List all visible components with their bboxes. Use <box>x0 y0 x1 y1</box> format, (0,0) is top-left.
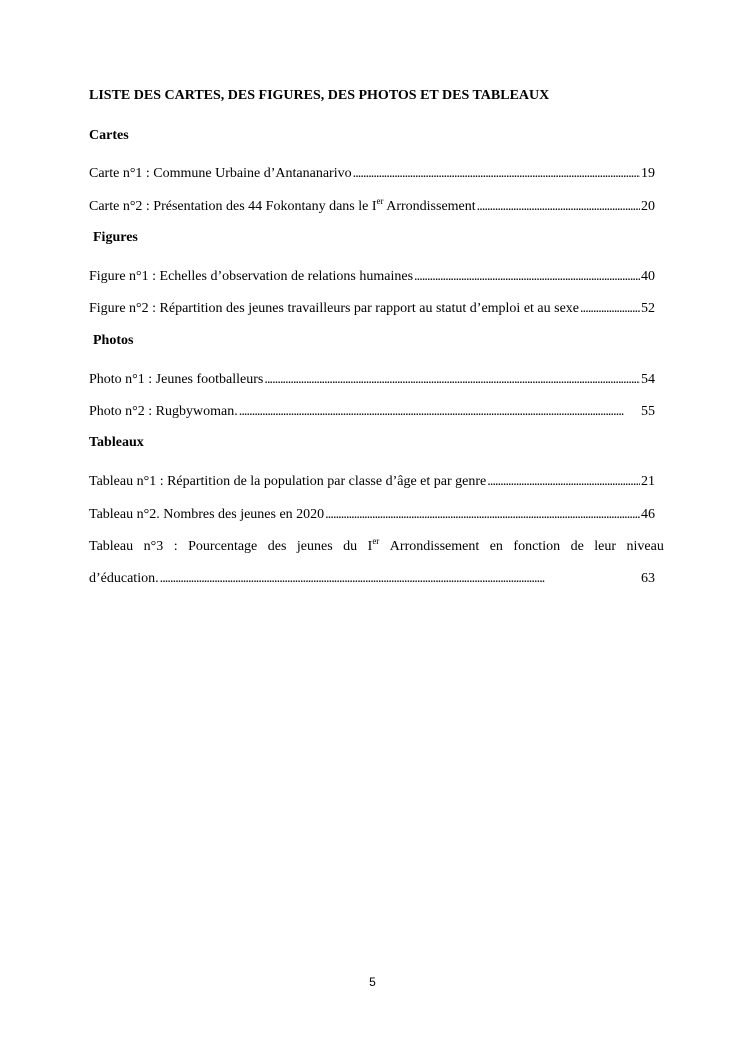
word: jeunes <box>296 539 333 554</box>
dot-leader <box>325 506 640 524</box>
section-heading-photos: Photos <box>93 333 134 348</box>
dot-leader <box>264 371 640 389</box>
superscript: er <box>376 196 384 206</box>
toc-entry-carte-1[interactable] <box>89 165 655 183</box>
toc-entry-label: Tableau n°2. Nombres des jeunes en 2020 <box>89 507 325 522</box>
dot-leader <box>160 570 640 588</box>
dot-leader <box>239 403 640 421</box>
section-heading-tableaux: Tableaux <box>89 435 144 450</box>
toc-entry-page-number: 52 <box>641 301 655 316</box>
superscript: er <box>372 536 380 546</box>
toc-entry-label: Photo n°1 : Jeunes footballeurs <box>89 372 264 387</box>
toc-entry-page-number: 46 <box>641 507 655 522</box>
toc-entry-tableau-3[interactable] <box>89 538 664 588</box>
word: en <box>489 539 503 554</box>
dot-leader <box>353 165 640 183</box>
toc-entry-page-number: 19 <box>641 166 655 181</box>
word: I <box>367 539 373 554</box>
word: du <box>343 539 358 554</box>
section-heading-cartes: Cartes <box>89 128 129 143</box>
toc-entry-label: d’éducation. <box>89 571 159 586</box>
word: Tableau <box>89 539 134 554</box>
word: fonction <box>513 539 561 554</box>
toc-entry-label: Figure n°1 : Echelles d’observation de relations humaines <box>89 269 414 284</box>
toc-entry-tableau-2[interactable] <box>89 506 655 524</box>
dot-leader <box>477 198 640 216</box>
toc-entry-page-number: 20 <box>641 199 655 214</box>
toc-entry-second-line <box>89 570 655 588</box>
word: niveau <box>626 539 664 554</box>
dot-leader <box>487 473 640 491</box>
word: de <box>570 539 584 554</box>
dot-leader <box>414 268 640 286</box>
section-heading-figures: Figures <box>93 230 138 245</box>
toc-entry-label: Figure n°2 : Répartition des jeunes travailleurs par rapport au statut d’emploi et au sexe <box>89 301 580 316</box>
toc-entry-photo-2[interactable] <box>89 403 655 421</box>
toc-entry-first-line <box>89 538 664 556</box>
toc-entry-carte-2[interactable] <box>89 198 655 216</box>
word: n°3 <box>143 539 164 554</box>
toc-entry-page-number: 54 <box>641 372 655 387</box>
dot-leader <box>580 300 640 318</box>
toc-entry-label: Tableau n°1 : Répartition de la population par classe d’âge et par genre <box>89 474 487 489</box>
toc-entry-label-part: Arrondissement <box>383 199 476 214</box>
word: Pourcentage <box>188 539 258 554</box>
toc-entry-photo-1[interactable] <box>89 371 655 389</box>
word: : <box>173 539 178 554</box>
toc-entry-figure-1[interactable] <box>89 268 655 286</box>
page-number: 5 <box>369 975 376 989</box>
toc-entry-page-number: 55 <box>641 404 655 419</box>
toc-entry-label: Photo n°2 : Rugbywoman. <box>89 404 238 419</box>
toc-entry-page-number: 21 <box>641 474 655 489</box>
word-with-superscript <box>368 538 380 556</box>
toc-entry-page-number: 63 <box>641 571 655 586</box>
page-title: LISTE DES CARTES, DES FIGURES, DES PHOTOS ET DES TABLEAUX <box>89 88 550 103</box>
toc-entry-figure-2[interactable] <box>89 300 655 318</box>
word: Arrondissement <box>389 539 480 554</box>
toc-entry-label <box>89 198 476 216</box>
toc-entry-label-part: Carte n°2 : Présentation des 44 Fokontany dans le I <box>89 199 377 214</box>
word: des <box>267 539 287 554</box>
toc-entry-label: Carte n°1 : Commune Urbaine d’Antananarivo <box>89 166 352 181</box>
toc-entry-tableau-1[interactable] <box>89 473 655 491</box>
toc-entry-page-number: 40 <box>641 269 655 284</box>
word: leur <box>594 539 617 554</box>
